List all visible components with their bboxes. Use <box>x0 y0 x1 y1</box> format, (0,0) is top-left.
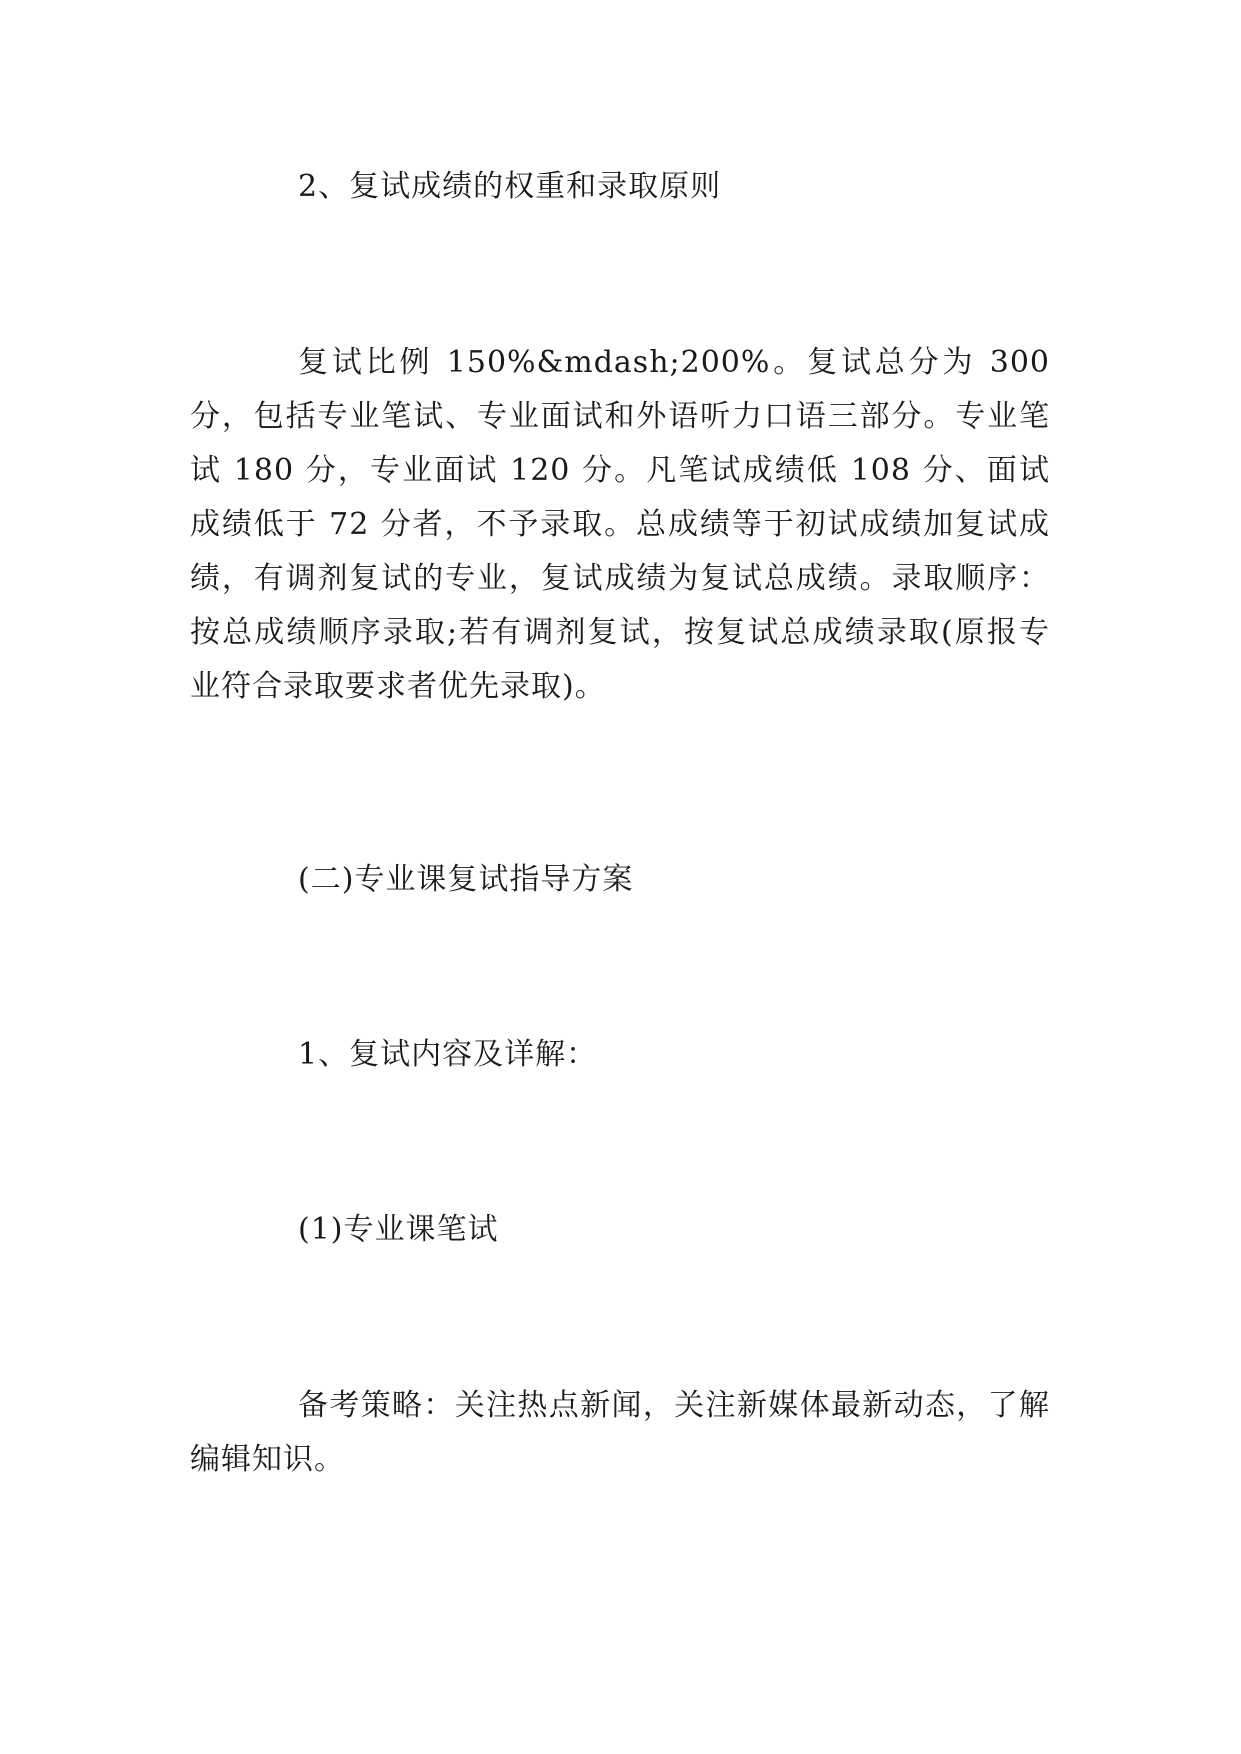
paragraph-prep-strategy: 备考策略：关注热点新闻，关注新媒体最新动态，了解编辑知识。 <box>190 1388 1050 1477</box>
section-heading-retest-content: 1、复试内容及详解： <box>298 1037 598 1072</box>
section-heading-admission-principles: 2、复试成绩的权重和录取原则 <box>298 169 722 204</box>
section-heading-written-exam: (1)专业课笔试 <box>298 1212 499 1247</box>
paragraph-retest-scoring: 复试比例 150%&mdash;200%。复试总分为 300 分，包括专业笔试、专业面试和外语听力口语三部分。专业笔试 180 分，专业面试 120 分。凡笔试成绩低 108 分、面试成绩低于 72 分者，不予录取。总成绩等于初试成绩加复试成绩，有调剂复试的专业，复试成绩为复试总成绩。录取顺序：按总成绩顺序录取;若有调剂复试，按复试总成绩录取(原报专业符合录取要求者优先录取)。 <box>190 345 1050 704</box>
section-heading-retest-guidance: (二)专业课复试指导方案 <box>298 862 634 897</box>
